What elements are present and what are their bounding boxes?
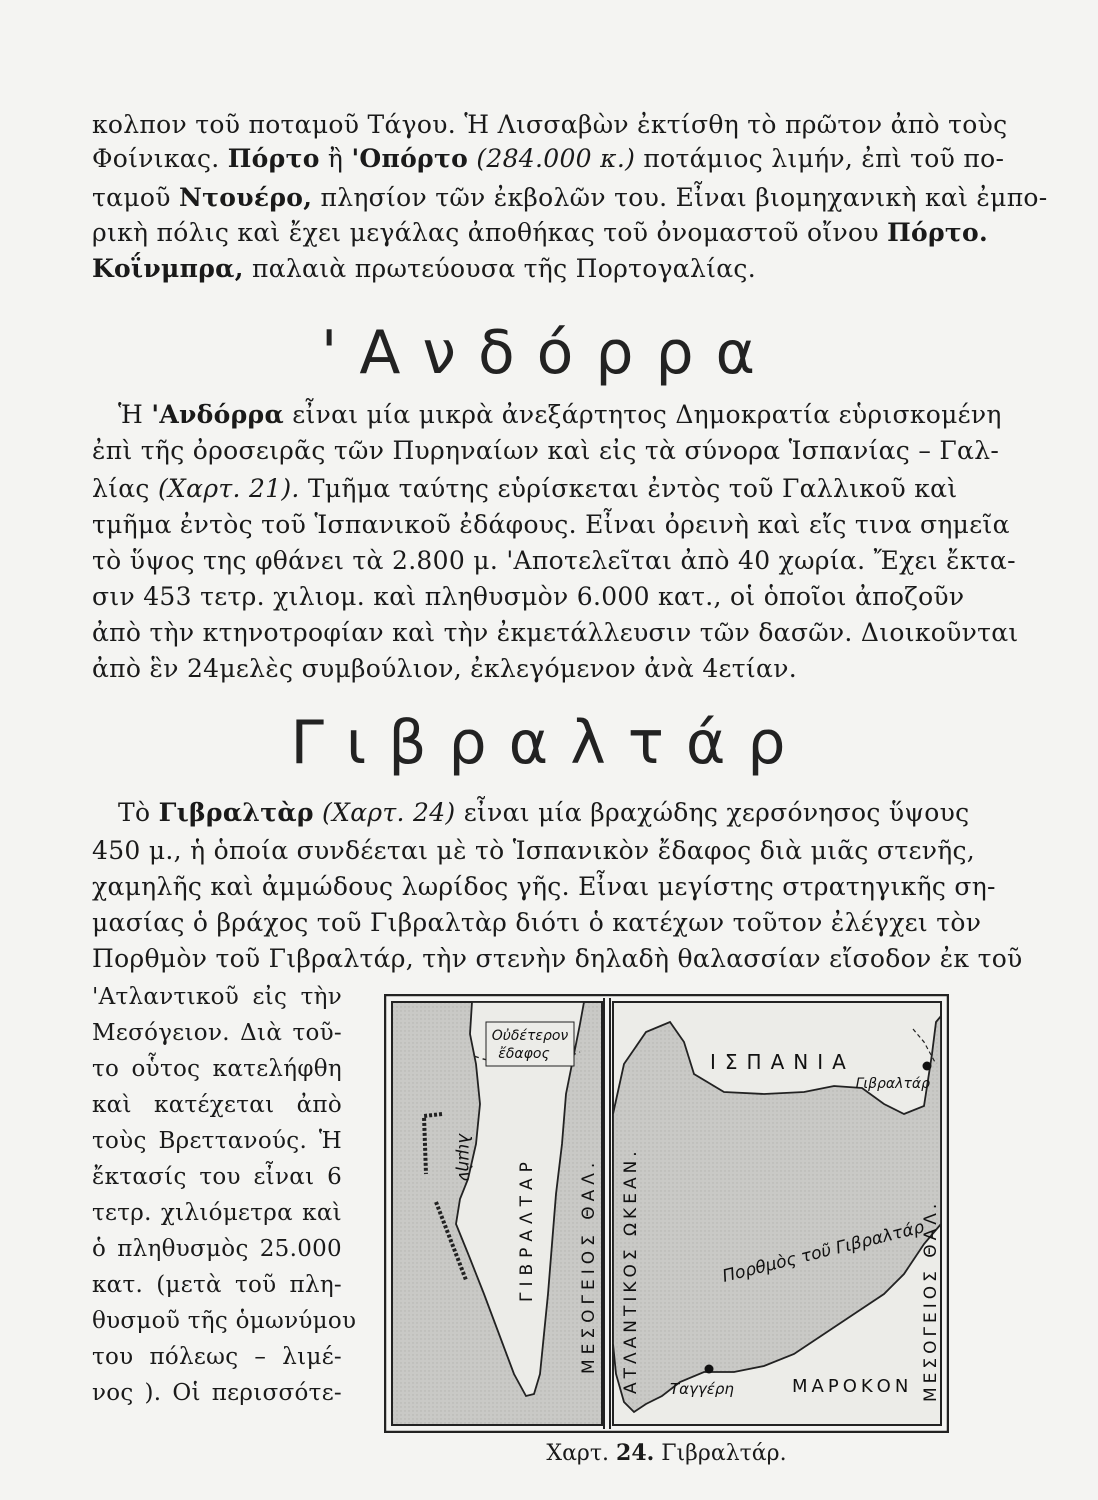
text-line: τὸ ὕψος της φθάνει τὰ 2.800 μ. 'Αποτελεῖται ἀπὸ 40 χωρία. Ἔχει ἔκτα- [92,546,1016,575]
text-line: θυσμοῦ τῆς ὁμωνύμου [92,1308,357,1334]
text-line: ἀπὸ ἓν 24μελὲς συμβούλιον, ἐκλεγόμενον ἀνὰ 4ετίαν. [92,654,797,683]
text-line: κατ. (μετὰ τοῦ πλη- [92,1272,342,1298]
city-name-coimbra: Κοΐνμπρα, [92,254,244,283]
section-title-gibraltar: Γιβραλτάρ [290,708,808,778]
text-line: Ἡ 'Ανδόρρα εἶναι μία μικρὰ ἀνεξάρτητος Δημοκρατία εὑρισκομένη [118,400,1002,429]
gibraltar-map [384,994,949,1433]
text-line: 450 μ., ἡ ὁποία συνδέεται μὲ τὸ Ἱσπανικὸν ἔδαφος διὰ μιᾶς στενῆς, [92,836,976,865]
text-line: μασίας ὁ βράχος τοῦ Γιβραλτὰρ διότι ὁ κατέχων τοῦτον ἐλέγχει τὸν [92,908,982,937]
text-line: ἀπὸ τὴν κτηνοτροφίαν καὶ τὴν ἐκμετάλλευσιν τῶν δασῶν. Διοικοῦνται [92,618,1019,647]
map-label-gibraltar-town: Γιβραλτάρ [855,1076,930,1092]
text-line: ἔκτασίς του εἶναι 6 [92,1164,342,1190]
map-label-strait: Πορθμὸς τοῦ Γιβραλτάρ [720,1217,927,1287]
map-label-med-sea-right: ΜΕΣΟΓΕΙΟΣ ΘΑΛ. [921,1199,941,1402]
city-name-oporto: 'Οπόρτο [351,144,469,173]
text-line: ρικὴ πόλις καὶ ἔχει μεγάλας ἀποθήκας τοῦ ὀνομαστοῦ οἴνου Πόρτο. [92,218,989,247]
map-caption: Χαρτ. 24. Γιβραλτάρ. [546,1440,787,1466]
text-line: λίας (Χαρτ. 21). Τμῆμα ταύτης εὑρίσκεται ἐντὸς τοῦ Γαλλικοῦ καὶ [92,474,958,503]
text-line: 'Ατλαντικοῦ εἰς τὴν [92,984,342,1010]
inset-right [613,1002,941,1425]
text-line: τετρ. χιλιόμετρα καὶ [92,1200,342,1226]
map-label-neutral-2: ἔδαφος [498,1046,550,1062]
text-line: σιν 453 τετρ. χιλιομ. καὶ πληθυσμὸν 6.000 κατ., οἱ ὁποῖοι ἀποζοῦν [92,582,965,611]
text-line: του πόλεως – λιμέ- [92,1344,342,1370]
map-label-spain: ΙΣΠΑΝΙΑ [710,1050,855,1074]
text-line: ταμοῦ Ντουέρο, πλησίον τῶν ἐκβολῶν του. Εἶναι βιομηχανικὴ καὶ ἐμπο- [92,183,1048,212]
text-line: κολπον τοῦ ποταμοῦ Τάγου. Ἡ Λισσαβὼν ἐκτίσθη τὸ πρῶτον ἀπὸ τοὺς [92,110,1008,139]
text-line: τμῆμα ἐντὸς τοῦ Ἱσπανικοῦ ἐδάφους. Εἶναι ὀρεινὴ καὶ εἴς τινα σημεῖα [92,510,1010,539]
text-line: ἐπὶ τῆς ὀροσειρᾶς τῶν Πυρηναίων καὶ εἰς τὰ σύνορα Ἱσπανίας – Γαλ- [92,436,1000,465]
map-label-harbor: λιμὴν [454,1134,474,1181]
text-line: ὁ πληθυσμὸς 25.000 [92,1236,342,1262]
gibraltar-town-marker [923,1062,932,1071]
text-line: Τὸ Γιβραλτὰρ (Χαρτ. 24) εἶναι μία βραχώδης χερσόνησος ὕψους [118,798,970,827]
section-title-andorra: 'Ανδόρρα [320,318,778,388]
text-line: τοὺς Βρεττανούς. Ἡ [92,1128,342,1154]
inset-left [392,1002,602,1425]
map-label-tangier: Ταγγέρη [670,1380,734,1398]
map-label-med-sea-left: ΜΕΣΟΓΕΙΟΣ ΘΑΛ. [579,1157,599,1374]
map-label-morocco: ΜΑΡΟΚΟΝ [792,1376,913,1397]
text-line: νος ). Οἱ περισσότε- [92,1380,342,1406]
tangier-marker [705,1365,714,1374]
river-name-douro: Ντουέρο, [178,183,313,212]
text-line: Κοΐνμπρα, παλαιὰ πρωτεύουσα τῆς Πορτογαλίας. [92,254,756,283]
text-line: Φοίνικας. Πόρτο ἢ 'Οπόρτο (284.000 κ.) ποτάμιος λιμήν, ἐπὶ τοῦ πο- [92,144,1005,173]
text-line: Πορθμὸν τοῦ Γιβραλτάρ, τὴν στενὴν δηλαδὴ θαλασσίαν εἴσοδον ἐκ τοῦ [92,944,1023,973]
text-line: το οὗτος κατελήφθη [92,1056,342,1082]
text-line: χαμηλῆς καὶ ἀμμώδους λωρίδος γῆς. Εἶναι μεγίστης στρατηγικῆς ση- [92,872,996,901]
map-label-gibraltar-peninsula: ΓΙΒΡΑΛΤΑΡ [517,1156,537,1302]
city-name-porto: Πόρτο [227,144,320,173]
map-label-neutral: Οὐδέτερον [491,1028,569,1044]
map-label-atlantic: ΑΤΛΑΝΤΙΚΟΣ ΩΚΕΑΝ. [621,1147,641,1394]
text-line: καὶ κατέχεται ἀπὸ [92,1092,342,1118]
text-line: Μεσόγειον. Διὰ τοῦ- [92,1020,342,1046]
